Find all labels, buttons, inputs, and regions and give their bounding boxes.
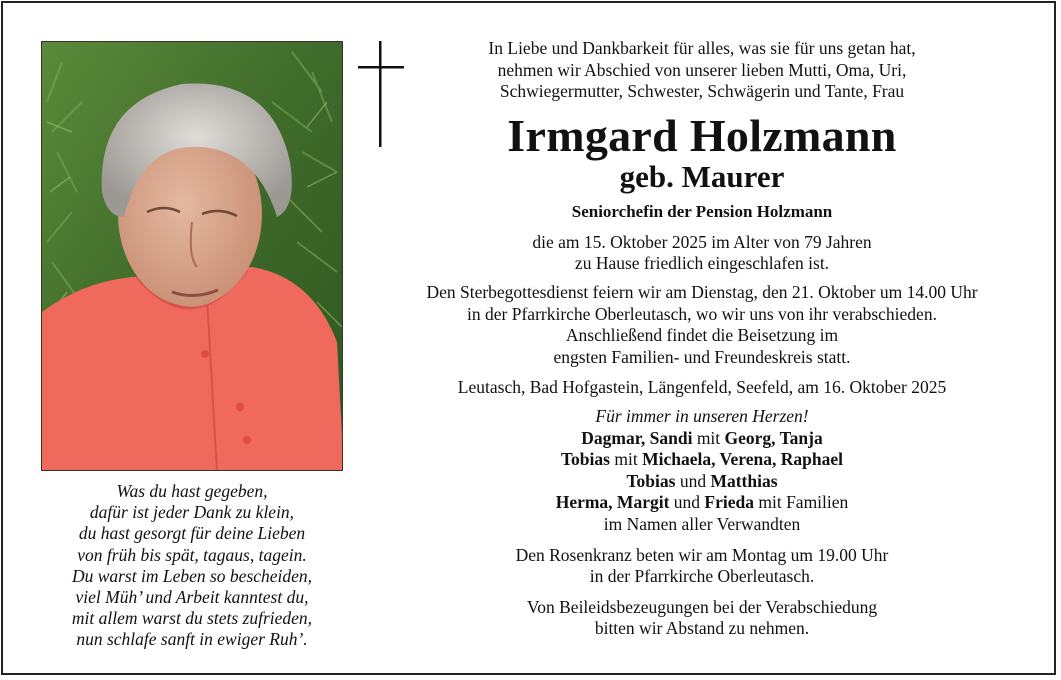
mourners-line: Herma, Margit und Frieda mit Familien [555,492,849,513]
condolences-line: Von Beileidsbezeugungen bei der Verabschiedung [526,596,878,617]
poem-line: Du warst im Leben so bescheiden, [71,565,313,586]
deceased-name: Irmgard Holzmann [507,109,897,161]
intro-line: nehmen wir Abschied von unserer lieben Mutti, Oma, Uri, [497,59,907,80]
poem-line: mit allem warst du stets zufrieden, [71,608,313,629]
place-date: Leutasch, Bad Hofgastein, Längenfeld, Seefeld, am 16. Oktober 2025 [457,377,947,398]
death-notice-line: die am 15. Oktober 2025 im Alter von 79 Jahren [532,231,872,252]
obituary-card [1,1,1056,675]
service-line: Anschließend findet die Beisetzung im [565,325,839,346]
poem-line: dafür ist jeder Dank zu klein, [89,502,295,523]
poem-line: du hast gesorgt für deine Lieben [78,523,306,544]
notice-text [375,38,1029,640]
maiden-name: geb. Maurer [619,158,785,194]
deceased-title: Seniorchefin der Pension Holzmann [571,201,833,221]
rosary-line: Den Rosenkranz beten wir am Montag um 19.00 Uhr [515,544,889,565]
poem [33,481,351,651]
condolences-line: bitten wir Abstand zu nehmen. [594,618,810,639]
mourners-line: Dagmar, Sandi mit Georg, Tanja [581,427,823,448]
service-line: Den Sterbegottesdienst feiern wir am Dienstag, den 21. Oktober um 14.00 Uhr [426,281,978,302]
rosary-line: in der Pfarrkirche Oberleutasch. [589,566,815,587]
motto: Für immer in unseren Herzen! [595,405,809,426]
portrait-photo [41,41,343,471]
poem-line: nun schlafe sanft in ewiger Ruh’. [76,629,308,650]
mourners-line: im Namen aller Verwandten [603,513,801,534]
mourners-line: Tobias und Matthias [626,470,778,491]
intro-line: Schwiegermutter, Schwester, Schwägerin und Tante, Frau [499,81,905,102]
poem-line: viel Müh’ und Arbeit kanntest du, [75,587,309,608]
service-line: in der Pfarrkirche Oberleutasch, wo wir uns von ihr verabschieden. [467,303,937,324]
death-notice-line: zu Hause friedlich eingeschlafen ist. [574,253,830,274]
service-line: engsten Familien- und Freundeskreis statt. [553,346,851,367]
poem-line: Was du hast gegeben, [116,481,268,501]
intro-line: In Liebe und Dankbarkeit für alles, was sie für uns getan hat, [488,38,916,58]
mourners-line: Tobias mit Michaela, Verena, Raphael [560,449,843,470]
poem-line: von früh bis spät, tagaus, tagein. [77,544,307,565]
